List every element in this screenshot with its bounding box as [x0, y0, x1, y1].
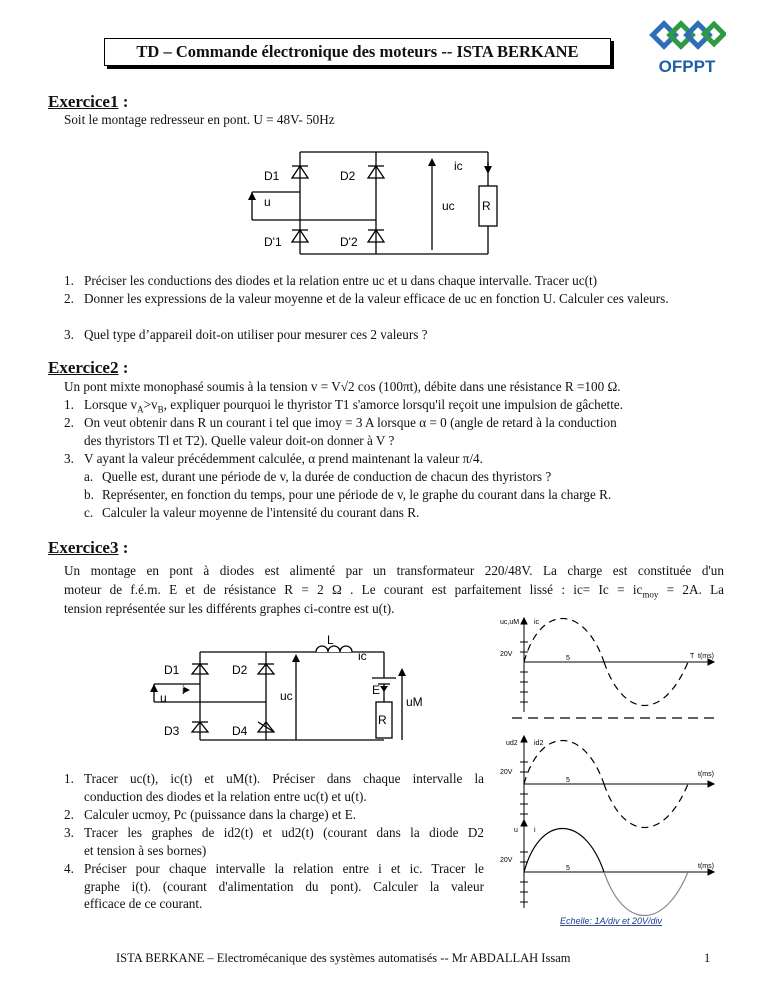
svg-text:t(ms): t(ms): [698, 863, 714, 870]
svg-text:D3: D3: [164, 724, 180, 738]
svg-text:T: T: [690, 653, 695, 660]
ex3-title: Exercice3 :: [48, 538, 129, 557]
page-number: 1: [704, 951, 711, 965]
svg-text:D2: D2: [340, 169, 356, 183]
svg-text:uc: uc: [280, 689, 293, 703]
ex3-item-3: 3. Tracer les graphes de id2(t) et ud2(t) (courant dans la diode D2 et tension à ses bornes): [64, 825, 484, 858]
svg-text:u: u: [264, 195, 271, 209]
ex1-circuit-diagram: [236, 140, 500, 260]
svg-text:D1: D1: [264, 169, 280, 183]
svg-text:5: 5: [566, 865, 570, 872]
ex3-item-4: 4. Préciser pour chaque intervalle la relation entre i et ic. Tracer le graphe i(t). (courant d'alimentation du pont). Calculer la valeur efficace de ce courant.: [64, 861, 484, 911]
ex1-item-2: 2. Donner les expressions de la valeur moyenne et de la valeur efficace de uc en fonction U. Calculer ces valeurs.: [64, 291, 669, 306]
ex3-item-2: 2. Calculer ucmoy, Pc (puissance dans la charge) et E.: [64, 807, 357, 822]
ex2-sub-b: b. Représenter, en fonction du temps, pour une période de v, le graphe du courant dans la charge R.: [84, 487, 612, 502]
ex3-intro-line2: moteur de f.é.m. E et de résistance R = 2 Ω . Le courant est parfaitement lissé : $ic= Ic = ic_{moy} = 2A$. La: [64, 582, 725, 600]
ex2-sub-a: a. Quelle est, durant une période de v, la durée de conduction de chacun des thyristors ?: [84, 469, 552, 484]
svg-text:5: 5: [566, 777, 570, 784]
svg-text:R: R: [378, 713, 387, 727]
ex3-item-1: 1. Tracer uc(t), ic(t) et uM(t). Préciser dans chaque intervalle la conduction des diodes et la relation entre uc(t) et u(t).: [64, 771, 484, 804]
svg-text:20V: 20V: [500, 857, 513, 864]
svg-text:t(ms): t(ms): [698, 653, 714, 660]
svg-text:ic: ic: [358, 649, 367, 663]
ex1-item-1: 1. Préciser les conductions des diodes et la relation entre uc et u dans chaque intervalle. Tracer uc(t): [64, 273, 598, 288]
ex3-intro-line3: tension représentée sur les différents graphes ci-contre est u(t).: [64, 601, 395, 616]
svg-text:ic: ic: [534, 619, 540, 626]
svg-text:5: 5: [566, 655, 570, 662]
svg-text:R: R: [482, 199, 491, 213]
svg-text:uc,uM: uc,uM: [500, 619, 520, 626]
ex3-circuit-diagram: [150, 630, 450, 755]
ex2-item-1: 1. Lorsque $v_A>v_B$, expliquer pourquoi le thyristor T1 s'amorce lorsqu'il reçoit une impulsion de gâchette.: [64, 397, 624, 415]
ex1-item-3: 3. Quel type d’appareil doit-on utiliser pour mesurer ces 2 valeurs ?: [64, 327, 428, 342]
ex2-intro: Un pont mixte monophasé soumis à la tension v = V√2 cos (100πt), débite dans une résistance R =100 Ω.: [64, 379, 621, 394]
svg-text:D2: D2: [232, 663, 248, 677]
svg-text:L: L: [327, 633, 334, 647]
svg-text:OFPPT: OFPPT: [658, 57, 716, 76]
ex2-sub-c: c. Calculer la valeur moyenne de l'intensité du courant dans R.: [84, 505, 420, 520]
svg-text:20V: 20V: [500, 651, 513, 658]
svg-text:u: u: [160, 691, 167, 705]
svg-text:20V: 20V: [500, 769, 513, 776]
svg-text:uc: uc: [442, 199, 455, 213]
svg-text:t(ms): t(ms): [698, 771, 714, 778]
svg-text:E: E: [372, 683, 381, 697]
svg-text:D1: D1: [164, 663, 180, 677]
ex2-title: Exercice2 :: [48, 358, 129, 377]
ofppt-logo: [648, 20, 726, 76]
svg-text:uM: uM: [406, 695, 423, 709]
svg-text:u: u: [514, 827, 518, 834]
ex1-title: Exercice1 :: [48, 92, 129, 111]
svg-text:D'1: D'1: [264, 235, 282, 249]
svg-text:i: i: [534, 827, 536, 834]
page-footer: ISTA BERKANE – Electromécanique des systèmes automatisés -- Mr ABDALLAH Issam: [116, 951, 571, 965]
svg-text:id2: id2: [534, 740, 544, 747]
ex2-item-2: 2. On veut obtenir dans R un courant i tel que imoy = 3 A lorsque α = 0 (angle de retard à la conduction des thyristors Tl et T2). Quelle valeur doit-on donner à V ?: [64, 415, 617, 448]
ex3-intro-line1: Un montage en pont à diodes est alimenté par un transformateur 220/48V. La charge est constituée d'un: [64, 563, 724, 578]
svg-text:D4: D4: [232, 724, 248, 738]
svg-text:Echelle: 1A/div et 20V/div: Echelle: 1A/div et 20V/div: [560, 916, 663, 926]
page-title: TD – Commande électronique des moteurs -- ISTA BERKANE: [104, 38, 611, 66]
svg-text:i: i: [182, 683, 185, 697]
svg-text:ud2: ud2: [506, 740, 518, 747]
svg-text:D'2: D'2: [340, 235, 358, 249]
ex1-intro: Soit le montage redresseur en pont. U = 48V- 50Hz: [64, 112, 335, 127]
ex3-waveform-graphs: [500, 612, 724, 932]
ex2-item-3: 3. V ayant la valeur précédemment calculée, α prend maintenant la valeur π/4.: [64, 451, 483, 466]
svg-text:ic: ic: [454, 159, 463, 173]
